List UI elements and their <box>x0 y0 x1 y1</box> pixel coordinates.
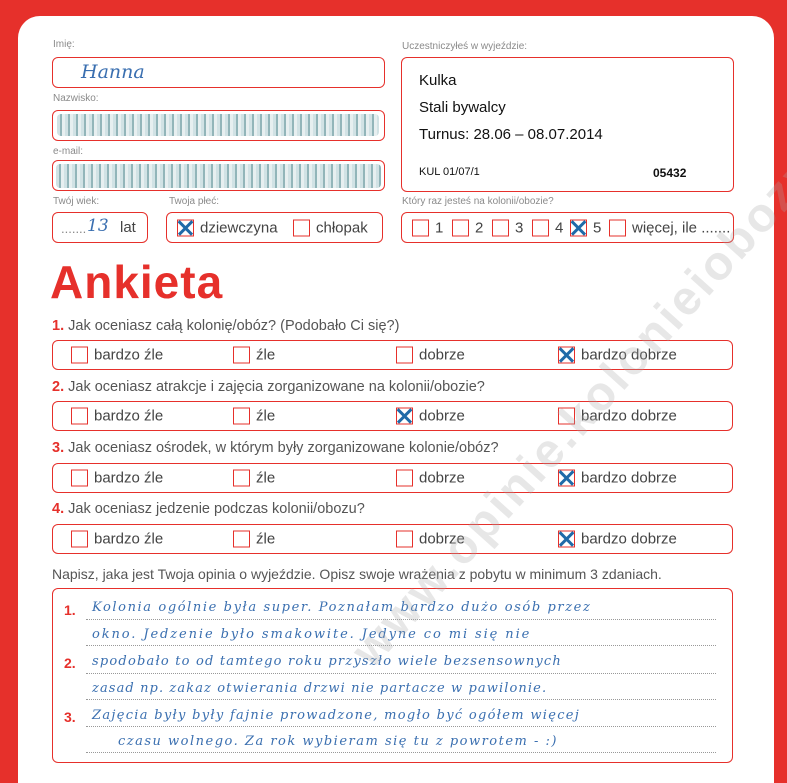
opinion-prompt: Napisz, jaka jest Twoja opinia o wyjeździe. Opisz swoje wrażenia z pobytu w minimum 3 zdaniach. <box>52 566 662 582</box>
plec-option-chlopak[interactable] <box>293 219 368 236</box>
rating-label: źle <box>256 407 276 425</box>
checkbox-checked-icon[interactable] <box>558 470 575 487</box>
wyjazd-box <box>401 57 734 192</box>
wyjazd-code: KUL 01/07/1 <box>419 166 480 178</box>
wyjazd-name: Kulka <box>419 72 457 89</box>
plec-option-label: dziewczyna <box>200 219 278 236</box>
opinion-text-line: czasu wolnego. Za rok wybieram się tu z powrotem - :) <box>118 734 558 749</box>
opinion-text-line: Zajęcia były były fajnie prowadzone, mogło być ogółem więcej <box>92 708 581 723</box>
email-field[interactable] <box>52 160 385 191</box>
rating-label: bardzo dobrze <box>581 407 677 425</box>
rating-option[interactable] <box>233 531 275 548</box>
checkbox-icon[interactable] <box>71 531 88 548</box>
sheet-edge <box>774 16 787 783</box>
ktory-option-2[interactable] <box>452 219 483 236</box>
opinion-text-line: spodobało to od tamtego roku przyszło wiele bezsensownych <box>92 654 562 669</box>
plec-label: Twoja płeć: <box>169 196 220 207</box>
ktory-option-5[interactable] <box>570 219 601 236</box>
page-title: Ankieta <box>50 256 224 308</box>
opinion-text-line: Kolonia ogólnie była super. Poznałam bardzo dużo osób przez <box>92 600 592 615</box>
ktory-option-1[interactable] <box>412 219 443 236</box>
rating-label: bardzo źle <box>94 346 164 364</box>
opinion-dotted-line <box>86 673 716 674</box>
rating-label: źle <box>256 469 276 487</box>
uczestnik-label: Uczestniczyłeś w wyjeździe: <box>402 41 528 52</box>
rating-row-1 <box>52 340 733 370</box>
opinion-dotted-line <box>86 699 716 700</box>
checkbox-icon[interactable] <box>233 408 250 425</box>
wyjazd-number: 05432 <box>653 166 687 180</box>
rating-option[interactable] <box>71 470 163 487</box>
checkbox-icon[interactable] <box>412 219 429 236</box>
opinion-dotted-line <box>86 619 716 620</box>
ktory-label: Który raz jesteś na kolonii/obozie? <box>402 196 554 207</box>
checkbox-icon[interactable] <box>396 531 413 548</box>
checkbox-icon[interactable] <box>71 347 88 364</box>
rating-option[interactable] <box>71 408 163 425</box>
imie-field[interactable] <box>52 57 385 88</box>
checkbox-checked-icon[interactable] <box>558 347 575 364</box>
ktory-option-label: 5 <box>593 219 602 236</box>
checkbox-checked-icon[interactable] <box>558 531 575 548</box>
checkbox-checked-icon[interactable] <box>396 408 413 425</box>
ktory-field <box>401 212 734 243</box>
ktory-option-3[interactable] <box>492 219 523 236</box>
wiek-value: 13 <box>87 216 109 236</box>
rating-option[interactable] <box>233 470 275 487</box>
opinion-dotted-line <box>86 752 716 753</box>
checkbox-icon[interactable] <box>233 531 250 548</box>
ktory-option-label: 2 <box>475 219 484 236</box>
checkbox-icon[interactable] <box>396 347 413 364</box>
opinion-dotted-line <box>86 645 716 646</box>
rating-option[interactable] <box>396 408 465 425</box>
checkbox-icon[interactable] <box>492 219 509 236</box>
rating-option[interactable] <box>71 347 163 364</box>
rating-row-2 <box>52 401 733 431</box>
wiek-dots: ....... <box>61 221 87 236</box>
imie-label: Imię: <box>53 39 75 50</box>
rating-option[interactable] <box>558 347 677 364</box>
rating-label: bardzo źle <box>94 530 164 548</box>
rating-label: źle <box>256 530 276 548</box>
plec-option-dziewczyna[interactable] <box>177 219 278 236</box>
checkbox-checked-icon[interactable] <box>570 219 587 236</box>
redacted-email <box>56 164 381 188</box>
rating-option[interactable] <box>396 347 465 364</box>
rating-label: bardzo dobrze <box>581 346 677 364</box>
checkbox-checked-icon[interactable] <box>177 219 194 236</box>
rating-option[interactable] <box>558 531 677 548</box>
opinion-text-line: zasad np. zakaz otwierania drzwi nie partacze w pawilonie. <box>92 681 548 696</box>
rating-label: źle <box>256 346 276 364</box>
ktory-option-label: 3 <box>515 219 524 236</box>
question-number: 1. <box>52 318 65 334</box>
question-number: 4. <box>52 501 65 517</box>
checkbox-icon[interactable] <box>609 219 626 236</box>
rating-option[interactable] <box>233 408 275 425</box>
plec-option-label: chłopak <box>316 219 368 236</box>
wyjazd-turnus: Turnus: 28.06 – 08.07.2014 <box>419 126 603 143</box>
checkbox-icon[interactable] <box>233 347 250 364</box>
opinion-dotted-line <box>86 726 716 727</box>
email-label: e-mail: <box>53 146 84 157</box>
question-text: Jak oceniasz całą kolonię/obóz? (Podobało Ci się?) <box>68 318 400 334</box>
ktory-option-label: 1 <box>435 219 444 236</box>
rating-option[interactable] <box>71 531 163 548</box>
rating-label: dobrze <box>419 469 465 487</box>
rating-label: bardzo dobrze <box>581 530 677 548</box>
checkbox-icon[interactable] <box>293 219 310 236</box>
question-text: Jak oceniasz ośrodek, w którym były zorganizowane kolonie/obóz? <box>68 440 499 456</box>
rating-label: bardzo źle <box>94 469 164 487</box>
ktory-option-label: więcej, ile ....... <box>632 219 731 236</box>
checkbox-icon[interactable] <box>558 408 575 425</box>
rating-option[interactable] <box>558 470 677 487</box>
question-4 <box>52 501 365 517</box>
question-number: 3. <box>52 440 65 456</box>
wiek-field[interactable] <box>52 212 148 243</box>
rating-option[interactable] <box>396 531 465 548</box>
opinion-number-2: 2. <box>64 655 76 671</box>
question-number: 2. <box>52 379 65 395</box>
nazwisko-field[interactable] <box>52 110 385 141</box>
ktory-option-label: 4 <box>555 219 564 236</box>
rating-label: dobrze <box>419 407 465 425</box>
checkbox-icon[interactable] <box>71 470 88 487</box>
rating-option[interactable] <box>396 470 465 487</box>
redacted-nazwisko <box>57 114 379 136</box>
rating-label: dobrze <box>419 530 465 548</box>
question-1 <box>52 318 399 334</box>
rating-label: dobrze <box>419 346 465 364</box>
rating-row-3 <box>52 463 733 493</box>
wiek-label: Twój wiek: <box>53 196 100 207</box>
checkbox-icon[interactable] <box>396 470 413 487</box>
wiek-unit: lat <box>120 219 136 236</box>
checkbox-icon[interactable] <box>71 408 88 425</box>
question-2 <box>52 379 485 395</box>
imie-value: Hanna <box>81 61 145 83</box>
rating-label: bardzo źle <box>94 407 164 425</box>
ktory-option-4[interactable] <box>532 219 563 236</box>
rating-option[interactable] <box>233 347 275 364</box>
checkbox-icon[interactable] <box>233 470 250 487</box>
rating-option[interactable] <box>558 408 677 425</box>
question-text: Jak oceniasz jedzenie podczas kolonii/obozu? <box>68 501 365 517</box>
checkbox-icon[interactable] <box>532 219 549 236</box>
rating-row-4 <box>52 524 733 554</box>
rating-label: bardzo dobrze <box>581 469 677 487</box>
opinion-number-1: 1. <box>64 602 76 618</box>
opinion-text-line: okno. Jedzenie było smakowite. Jedyne co mi się nie <box>92 627 532 642</box>
wyjazd-program: Stali bywalcy <box>419 99 506 116</box>
question-text: Jak oceniasz atrakcje i zajęcia zorganizowane na kolonii/obozie? <box>68 379 485 395</box>
checkbox-icon[interactable] <box>452 219 469 236</box>
plec-field <box>166 212 383 243</box>
opinion-number-3: 3. <box>64 709 76 725</box>
nazwisko-label: Nazwisko: <box>53 93 99 104</box>
question-3 <box>52 440 499 456</box>
ktory-option-wiecej[interactable] <box>609 219 730 236</box>
